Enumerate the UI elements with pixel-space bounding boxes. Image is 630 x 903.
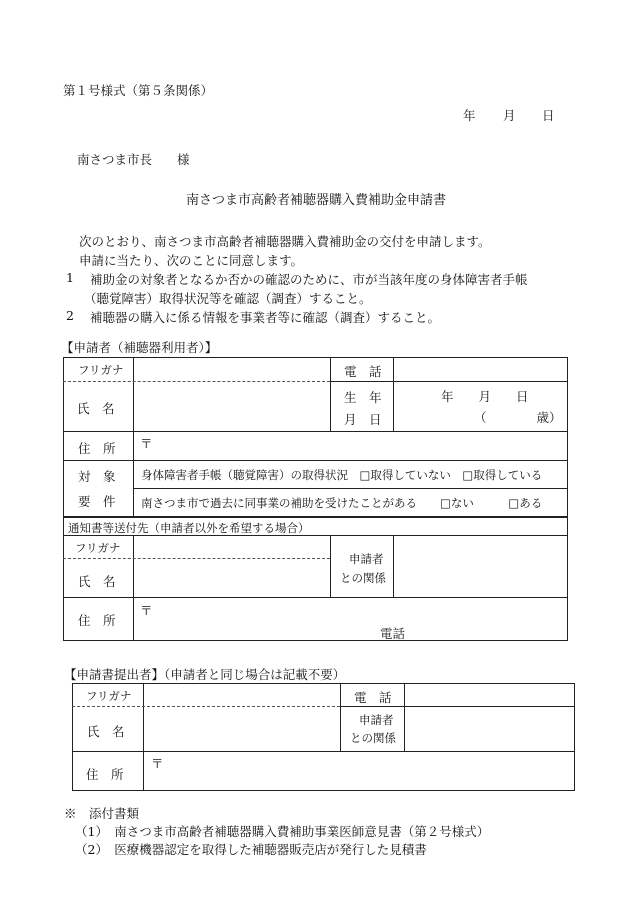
submitter-name-label: 氏 名: [87, 724, 125, 739]
applicant-birth-ymd: 年 月 日: [441, 389, 529, 404]
consent-item2-text: 補聴器の購入に係る情報を事業者等に確認（調査）すること。: [90, 310, 441, 325]
attachment-item1: （1） 南さつま市高齢者補聴器購入費補助事業医師意見書（第２号様式）: [75, 824, 490, 839]
applicant-furigana-label: フリガナ: [78, 363, 124, 377]
notice-furigana-label: フリガナ: [75, 541, 121, 555]
document-title: 南さつま市高齢者補聴器購入費補助金申請書: [186, 193, 447, 208]
intro-line1: 次のとおり、南さつま市高齢者補聴器購入費補助金の交付を申請します。: [79, 234, 491, 249]
addressee: 南さつま市長 様: [77, 152, 190, 167]
notice-relation-label-b: との関係: [340, 571, 386, 585]
requirement-handbook-status: 身体障害者手帳（聴覚障害）の取得状況 □取得していない □取得している: [141, 468, 543, 482]
requirement-past-subsidy: 南さつま市で過去に同事業の補助を受けたことがある □ない □ある: [141, 496, 543, 510]
submitter-table: [72, 683, 575, 791]
submitter-furigana-label: フリガナ: [86, 689, 132, 703]
target-requirements-label-b: 要 件: [78, 494, 116, 509]
notice-postal-mark: 〒: [140, 603, 153, 618]
submitter-relation-label-a: 申請者: [359, 713, 394, 727]
submitter-postal-mark: 〒: [151, 756, 164, 771]
applicant-address-label: 住 所: [78, 441, 116, 456]
notice-phone-label: 電話: [380, 626, 406, 641]
notice-name-label: 氏 名: [78, 574, 116, 589]
submitter-relation-label-b: との関係: [350, 731, 396, 745]
consent-item1-text-b: （聴覚障害）取得状況等を確認（調査）すること。: [84, 291, 372, 306]
consent-item1-text-a: 補助金の対象者となるか否かの確認のために、市が当該年度の身体障害者手帳: [90, 272, 528, 287]
form-number: 第１号様式（第５条関係）: [63, 83, 214, 98]
notice-relation-label-a: 申請者: [349, 552, 384, 566]
date-month: 月: [503, 108, 516, 123]
consent-item1-number: 1: [66, 270, 74, 285]
submitter-phone-label: 電 話: [354, 690, 392, 705]
consent-item2-number: 2: [66, 308, 74, 323]
date-year: 年: [463, 108, 476, 123]
intro-line2: 申請に当たり、次のことに同意します。: [79, 253, 304, 268]
attachments-title: ※ 添付書類: [64, 806, 140, 821]
applicant-postal-mark: 〒: [140, 436, 153, 451]
notice-address-label: 住 所: [78, 613, 116, 628]
submitter-address-label: 住 所: [86, 767, 124, 782]
notice-section-title: 通知書等送付先（申請者以外を希望する場合）: [68, 521, 310, 535]
applicant-birth-label-b: 月 日: [344, 412, 382, 427]
applicant-birth-label-a: 生 年: [344, 390, 382, 405]
applicant-name-label: 氏 名: [77, 401, 115, 416]
applicant-phone-label: 電 話: [344, 364, 382, 379]
submitter-section-title: 【申請書提出者】（申請者と同じ場合は記載不要）: [64, 667, 346, 682]
applicant-age: （ 歳）: [474, 410, 562, 425]
applicant-section-title: 【申請者（補聴器利用者）】: [61, 340, 218, 355]
attachment-item2: （2） 医療機器認定を取得した補聴器販売店が発行した見積書: [75, 842, 427, 857]
date-day: 日: [542, 108, 555, 123]
target-requirements-label-a: 対 象: [78, 469, 116, 484]
